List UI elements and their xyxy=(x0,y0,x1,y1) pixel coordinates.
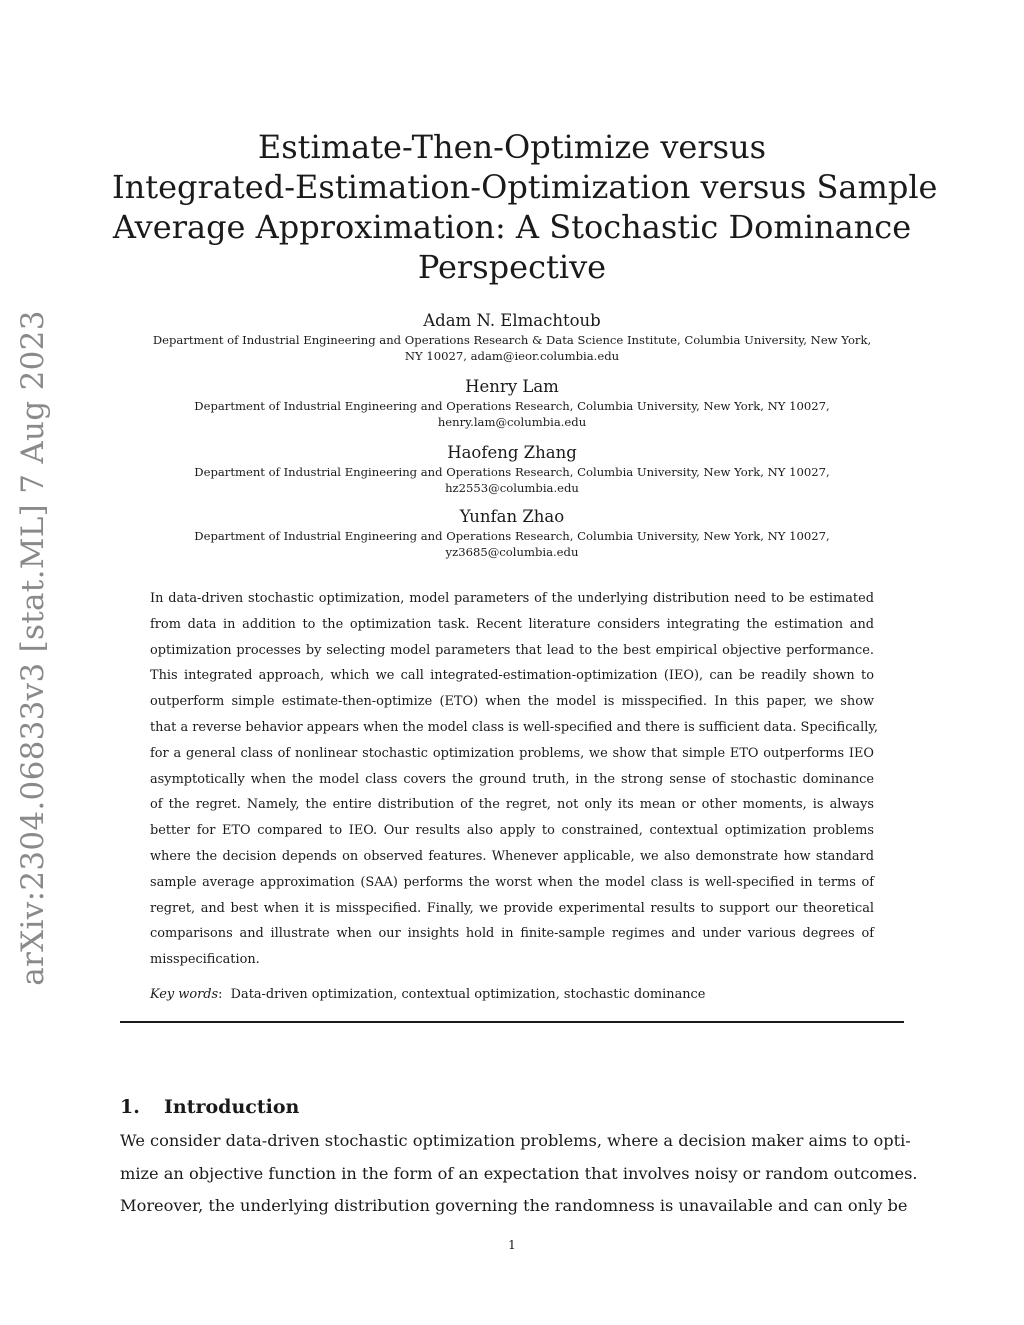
section-heading xyxy=(120,1094,299,1120)
keywords xyxy=(150,985,705,1005)
author-entry xyxy=(112,376,912,430)
body-line: Moreover, the underlying distribution governing the randomness is unavailable and can only be xyxy=(120,1196,908,1215)
body-line: We consider data-driven stochastic optimization problems, where a decision maker aims to opti- xyxy=(120,1131,911,1150)
abstract xyxy=(150,586,879,973)
author-name: Haofeng Zhang xyxy=(447,443,577,462)
abstract-divider xyxy=(120,1021,904,1023)
section-title: Introduction xyxy=(164,1096,300,1118)
author-name: Henry Lam xyxy=(465,377,559,396)
author-affiliation: hz2553@columbia.edu xyxy=(445,481,579,495)
keywords-text: Data-driven optimization, contextual optimization, stochastic dominance xyxy=(230,987,706,1002)
page-number: 1 xyxy=(508,1238,516,1252)
author-affiliation: henry.lam@columbia.edu xyxy=(437,415,587,429)
author-name: Adam N. Elmachtoub xyxy=(423,311,601,330)
author-entry xyxy=(112,442,912,496)
abstract-line: of the regret. Namely, the entire distribution of the regret, not only its mean or other moments, is always xyxy=(150,797,874,813)
title-line: Average Approximation: A Stochastic Dominance xyxy=(112,208,912,246)
author-affiliation: Department of Industrial Engineering and Operations Research, Columbia University, New York, NY 10027, xyxy=(194,529,830,543)
abstract-line: regret, and best when it is misspecified. Finally, we provide experimental results to support our theoretical xyxy=(150,900,874,916)
abstract-line: outperform simple estimate-then-optimize (ETO) when the model is misspecified. In this paper, we show xyxy=(150,694,874,710)
author-entry xyxy=(112,310,912,364)
author-affiliation: NY 10027, adam@ieor.columbia.edu xyxy=(404,349,620,363)
abstract-line: better for ETO compared to IEO. Our results also apply to constrained, contextual optimization problems xyxy=(150,823,874,839)
introduction-body xyxy=(120,1125,918,1223)
author-affiliation: yz3685@columbia.edu xyxy=(445,545,579,559)
author-affiliation: Department of Industrial Engineering and Operations Research, Columbia University, New York, NY 10027, xyxy=(194,465,830,479)
abstract-line: from data in addition to the optimization task. Recent literature considers integrating the estimation and xyxy=(150,616,874,632)
author-entry xyxy=(112,506,912,560)
author-name: Yunfan Zhao xyxy=(459,507,565,526)
abstract-line: asymptotically when the model class covers the ground truth, in the strong sense of stochastic dominance xyxy=(150,771,874,787)
abstract-line: where the decision depends on observed features. Whenever applicable, we also demonstrate how standard xyxy=(150,848,874,864)
body-line: mize an objective function in the form of an expectation that involves noisy or random outcomes. xyxy=(120,1163,918,1183)
abstract-line: This integrated approach, which we call integrated-estimation-optimization (IEO), can be readily shown to xyxy=(150,668,874,684)
abstract-line: In data-driven stochastic optimization, model parameters of the underlying distribution need to be estimated xyxy=(150,591,874,606)
author-affiliation: Department of Industrial Engineering and Operations Research, Columbia University, New York, NY 10027, xyxy=(194,399,830,413)
title-line: Perspective xyxy=(417,248,607,286)
abstract-line: that a reverse behavior appears when the model class is well-specified and there is sufficient data. Specifically, xyxy=(150,719,879,735)
keywords-separator: : xyxy=(218,987,223,1002)
title-line: Estimate-Then-Optimize versus xyxy=(257,128,767,166)
abstract-line: optimization processes by selecting model parameters that lead to the best empirical objective performance. xyxy=(150,642,874,658)
abstract-line: misspecification. xyxy=(150,952,260,968)
abstract-line: comparisons and illustrate when our insights hold in finite-sample regimes and under various degrees of xyxy=(150,926,874,942)
abstract-line: for a general class of nonlinear stochastic optimization problems, we show that simple ETO outperforms IEO xyxy=(150,745,874,761)
paper-title xyxy=(112,127,938,287)
author-affiliation: Department of Industrial Engineering and Operations Research & Data Science Institute, Columbia University, New York, xyxy=(152,333,872,347)
section-number: 1. xyxy=(120,1096,140,1118)
title-line: Integrated-Estimation-Optimization versus Sample xyxy=(112,168,938,206)
abstract-line: sample average approximation (SAA) performs the worst when the model class is well-specified in terms of xyxy=(150,874,874,890)
arxiv-identifier-text: arXiv:2304.06833v3 [stat.ML] 7 Aug 2023 xyxy=(15,310,51,986)
keywords-label: Key words xyxy=(150,987,219,1002)
